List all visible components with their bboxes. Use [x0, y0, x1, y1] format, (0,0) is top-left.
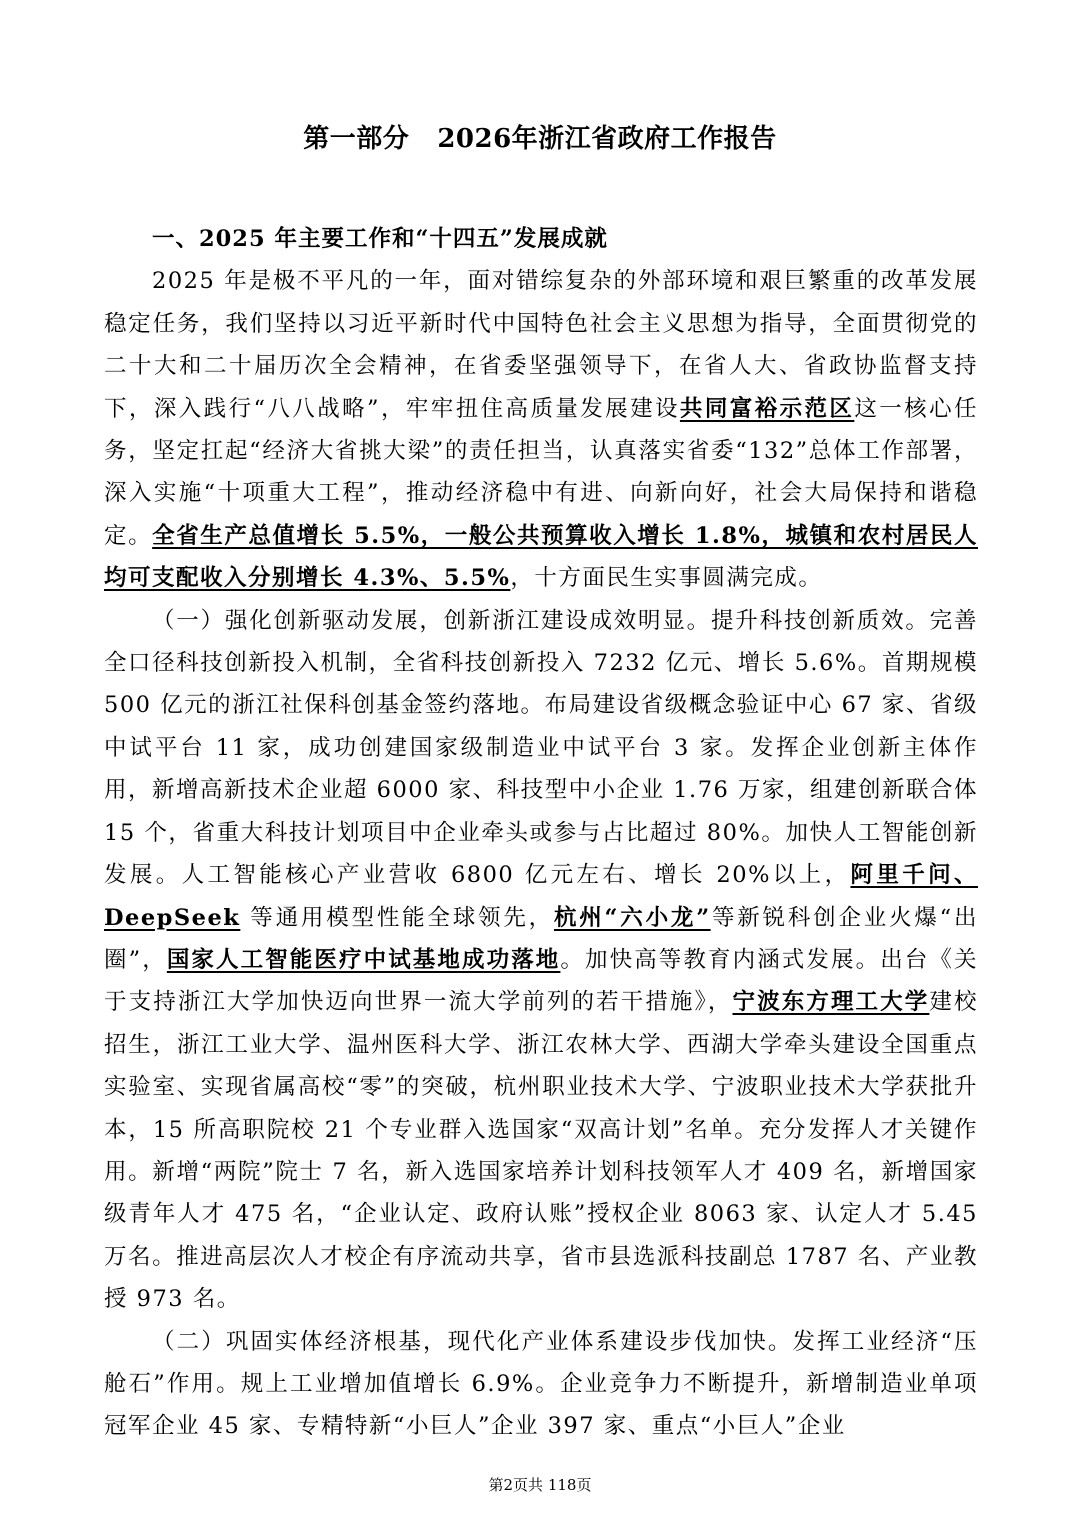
paragraph-text: ，十方面民生实事圆满完成。: [510, 565, 823, 592]
paragraph-text: 。加快高等教育内涵式发展。出台《关于支持浙江大学加快迈向世界一流大学前列的若干措施》，: [104, 946, 978, 1016]
paragraph-text: （一）强化创新驱动发展，创新浙江建设成效明显。提升科技创新质效。完善全口径科技创新投入机制，全省科技创新投入 7232 亿元、增长 5.6%。首期规模 500 亿元的浙江社保科创基金签约落地。布局建设省级概念验证中心 67 家、省级中试平台 11 家，成功创建国家级制造业中试平台 3 家。发挥企业创新主体作用，新增高新技术企业超 6000 家、科技型中小企业 1.76 万家，组建创新联合体 15 个，省重大科技计划项目中企业牵头或参与占比超过 80%。加快人工智能创新发展。人工智能核心产业营收 6800 亿元左右、增长 20%以上，: [104, 607, 978, 889]
paragraph-text: 2025 年是极不平凡的一年，面对错综复杂的外部环境和艰巨繁重的改革发展稳定任务，我们坚持以习近平新时代中国特色社会主义思想为指导，全面贯彻党的二十大和二十届历次全会精神，在省委坚强领导下，在省人大、省政协监督支持下，深入践行“八八战略”，牢牢扭住高质量发展建设: [104, 268, 978, 422]
section-heading: 一、2025 年主要工作和“十四五”发展成就: [152, 226, 608, 252]
paragraph-text: 这一核心任务，坚定扛起“经济大省挑大梁”的责任担当，认真落实省委“132”总体工作部署，深入实施“十项重大工程”，推动经济稳中有进、向新向好，社会大局保持和谐稳定。: [104, 395, 978, 549]
paragraph-text: （二）巩固实体经济根基，现代化产业体系建设步伐加快。发挥工业经济“压舱石”作用。规上工业增加值增长 6.9%。企业竞争力不断提升，新增制造业单项冠军企业 45 家、专精特新“小巨人”企业 397 家、重点“小巨人”企业: [104, 1328, 978, 1440]
page-title: [0, 118, 1080, 155]
paragraph-text: 建校招生，浙江工业大学、温州医科大学、浙江农林大学、西湖大学牵头建设全国重点实验室、实现省属高校“零”的突破，杭州职业技术大学、宁波职业技术大学获批升本，15 所高职院校 21 个专业群入选国家“双高计划”名单。充分发挥人才关键作用。新增“两院”院士 7 名，新入选国家培养计划科技领军人才 409 名，新增国家级青年人才 475 名，“企业认定、政府认账”授权企业 8063 家、认定人才 5.45 万名。推进高层次人才校企有序流动共享，省市县选派科技副总 1787 名、产业教授 973 名。: [104, 989, 978, 1313]
paragraph-container: [104, 260, 978, 1447]
body-paragraph: [104, 1321, 978, 1448]
highlighted-text: 宁波东方理工大学: [732, 989, 930, 1016]
highlighted-text: 杭州“六小龙”: [553, 904, 711, 931]
body-paragraph: [104, 260, 978, 599]
page-footer: 第2页共 118页: [488, 1476, 592, 1494]
title-main: 2026年浙江省政府工作报告: [437, 124, 777, 154]
document-body: [104, 218, 978, 1448]
highlighted-text: 共同富裕示范区: [679, 395, 855, 422]
highlighted-text: 全省生产总值增长 5.5%，一般公共预算收入增长 1.8%，城镇和农村居民人均可支配收入分别增长 4.3%、5.5%: [104, 522, 978, 592]
highlighted-text: 国家人工智能医疗中试基地成功落地: [166, 946, 561, 973]
body-paragraph: [104, 600, 978, 1321]
title-part: 第一部分: [303, 124, 410, 154]
paragraph-text: 等新锐科创企业火爆“出圈”，: [104, 904, 978, 973]
paragraph-text: 等通用模型性能全球领先，: [240, 904, 554, 931]
highlighted-text: 阿里千问、DeepSeek: [104, 862, 978, 931]
